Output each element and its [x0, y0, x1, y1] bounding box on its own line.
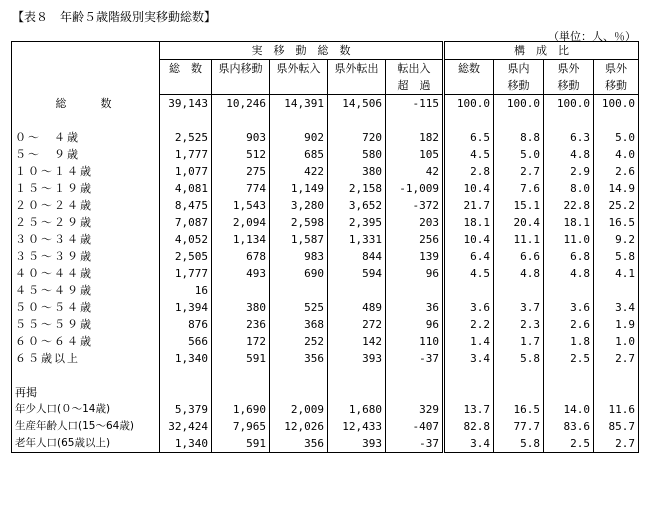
table-cell: 2.3	[494, 316, 544, 333]
table-cell: 3.6	[444, 299, 494, 316]
table-cell: 2.7	[594, 435, 639, 453]
table-cell: 1,340	[160, 350, 212, 367]
table-cell: 1,680	[328, 401, 386, 418]
row-label: ０～ ４歳	[12, 129, 160, 146]
table-cell: 690	[270, 265, 328, 282]
table-cell: 4.5	[444, 265, 494, 282]
table-cell: 22.8	[544, 197, 594, 214]
table-cell	[386, 112, 444, 129]
table-cell: 11.0	[544, 231, 594, 248]
header-comp-outflow-2: 移動	[594, 77, 639, 95]
table-cell: 2.2	[444, 316, 494, 333]
table-row	[12, 129, 639, 146]
table-cell	[494, 384, 544, 401]
row-label: ２５～２９歳	[12, 214, 160, 231]
table-row	[12, 248, 639, 265]
table-cell: 203	[419, 216, 440, 229]
header-group-composition: 構 成 比	[444, 42, 639, 60]
table-cell: 3.7	[494, 299, 544, 316]
table-cell: 356	[270, 435, 328, 453]
table-cell	[160, 384, 212, 401]
table-title: 【表８ 年齢５歳階級別実移動総数】	[12, 10, 217, 24]
table-cell: 142	[328, 333, 386, 350]
table-cell	[544, 112, 594, 129]
recap-label: 再掲	[12, 384, 160, 401]
table-row	[12, 350, 639, 367]
table-cell: 1,340	[160, 435, 212, 453]
table-cell: 10.4	[444, 180, 494, 197]
table-cell: 1,777	[160, 146, 212, 163]
table-cell: 25.2	[594, 197, 639, 214]
table-cell: 182	[419, 131, 440, 144]
table-cell: 591	[212, 435, 270, 453]
row-label: １０～１４歳	[12, 163, 160, 180]
table-cell: 256	[419, 233, 440, 246]
table-cell: 6.4	[444, 248, 494, 265]
table-body	[12, 95, 639, 453]
header-group-row	[12, 42, 639, 60]
table-cell	[328, 384, 386, 401]
table-cell: 2,525	[160, 129, 212, 146]
table-cell: 903	[212, 129, 270, 146]
table-cell	[386, 282, 444, 299]
table-cell: 1,331	[328, 231, 386, 248]
table-cell: 591	[212, 350, 270, 367]
table-cell: 844	[328, 248, 386, 265]
table-cell: 5,379	[160, 401, 212, 418]
table-cell: 876	[160, 316, 212, 333]
table-cell	[444, 112, 494, 129]
table-cell: 1.7	[494, 333, 544, 350]
table-cell: 6.3	[544, 129, 594, 146]
table-cell	[328, 367, 386, 384]
header-outflow: 県外転出	[328, 60, 386, 78]
header-corner	[12, 42, 160, 95]
table-cell: 172	[212, 333, 270, 350]
table-row	[12, 333, 639, 350]
header-comp-inflow-2: 移動	[544, 77, 594, 95]
table-cell: 15.1	[494, 197, 544, 214]
row-label: ２０～２４歳	[12, 197, 160, 214]
table-cell: 5.8	[594, 248, 639, 265]
table-cell: 96	[425, 267, 440, 280]
table-cell: -1,009	[399, 182, 440, 195]
table-cell: 356	[270, 350, 328, 367]
table-cell	[212, 112, 270, 129]
table-cell: 7,965	[212, 418, 270, 435]
table-cell: 1.8	[544, 333, 594, 350]
table-cell: 18.1	[544, 214, 594, 231]
table-row	[12, 418, 639, 435]
table-cell: 6.6	[494, 248, 544, 265]
table-cell: 678	[212, 248, 270, 265]
table-row	[12, 163, 639, 180]
table-cell: 983	[270, 248, 328, 265]
row-label: 生産年齢人口(15～64歳)	[12, 418, 160, 435]
table-cell: 489	[328, 299, 386, 316]
table-cell: -407	[412, 420, 440, 433]
table-cell: 4.8	[544, 265, 594, 282]
table-cell: 16	[160, 282, 212, 299]
table-row	[12, 146, 639, 163]
table-cell	[212, 384, 270, 401]
table-cell	[594, 384, 639, 401]
table-cell: 3.4	[444, 435, 494, 453]
header-blank-d	[328, 77, 386, 95]
table-cell: 16.5	[494, 401, 544, 418]
header-blank-e	[444, 77, 494, 95]
table-cell: 902	[270, 129, 328, 146]
table-cell: 3,280	[270, 197, 328, 214]
table-cell: 275	[212, 163, 270, 180]
table-cell: 39,143	[160, 95, 212, 113]
table-cell	[328, 282, 386, 299]
unit-label: （単位：人、％）	[548, 30, 636, 43]
table-cell: 3.6	[544, 299, 594, 316]
table-cell	[544, 367, 594, 384]
table-cell: 2.8	[444, 163, 494, 180]
table-cell: 720	[328, 129, 386, 146]
table-cell: 14,506	[328, 95, 386, 113]
table-cell: 2.6	[594, 163, 639, 180]
table-cell	[270, 384, 328, 401]
table-cell	[494, 282, 544, 299]
table-cell: 85.7	[594, 418, 639, 435]
table-cell: 8.0	[544, 180, 594, 197]
header-comp-intra-2: 移動	[494, 77, 544, 95]
table-cell: 5.8	[494, 350, 544, 367]
row-label: ５～ ９歳	[12, 146, 160, 163]
table-cell	[544, 282, 594, 299]
table-cell	[270, 112, 328, 129]
table-cell	[270, 367, 328, 384]
table-cell: 512	[212, 146, 270, 163]
table-cell: 96	[425, 318, 440, 331]
header-total: 総 数	[160, 60, 212, 78]
table-row	[12, 197, 639, 214]
row-label: ６５歳以上	[12, 350, 160, 367]
table-cell: 4,052	[160, 231, 212, 248]
table-cell: 252	[270, 333, 328, 350]
table-cell: 10.4	[444, 231, 494, 248]
table-cell: 4.1	[594, 265, 639, 282]
table-row	[12, 214, 639, 231]
table-cell	[212, 282, 270, 299]
header-intra: 県内移動	[212, 60, 270, 78]
table-cell: 2,009	[270, 401, 328, 418]
table-cell: 6.8	[544, 248, 594, 265]
table-cell: 393	[328, 435, 386, 453]
table-row	[12, 316, 639, 333]
row-label: ５０～５４歳	[12, 299, 160, 316]
table-cell: 1.9	[594, 316, 639, 333]
table-cell: 100.0	[444, 95, 494, 113]
table-cell: 14.9	[594, 180, 639, 197]
table-cell: 7,087	[160, 214, 212, 231]
table-cell: 21.7	[444, 197, 494, 214]
table-cell: 1,134	[212, 231, 270, 248]
table-cell: 393	[328, 350, 386, 367]
table-cell	[270, 282, 328, 299]
table-cell: 42	[425, 165, 440, 178]
table-cell: 2.5	[544, 350, 594, 367]
table-cell: 12,026	[270, 418, 328, 435]
spacer-row	[12, 367, 639, 384]
row-label: 総 数	[12, 95, 160, 113]
header-blank-a	[160, 77, 212, 95]
table-cell: 36	[425, 301, 440, 314]
table-cell: 77.7	[494, 418, 544, 435]
table-cell: 4.8	[494, 265, 544, 282]
row-label: ４０～４４歳	[12, 265, 160, 282]
recap-label-row	[12, 384, 639, 401]
header-blank-c	[270, 77, 328, 95]
table-cell: 1.4	[444, 333, 494, 350]
table-cell: 2.6	[544, 316, 594, 333]
table-cell: 3.4	[594, 299, 639, 316]
table-cell	[160, 112, 212, 129]
table-cell: 83.6	[544, 418, 594, 435]
table-row-total	[12, 95, 639, 113]
table-cell: 5.0	[494, 146, 544, 163]
table-cell: 2.5	[544, 435, 594, 453]
table-cell: 329	[419, 403, 440, 416]
table-cell	[494, 112, 544, 129]
table-cell: 14.0	[544, 401, 594, 418]
table-cell	[328, 112, 386, 129]
table-cell: 380	[212, 299, 270, 316]
table-cell: 7.6	[494, 180, 544, 197]
table-cell: 2,598	[270, 214, 328, 231]
table-cell: 5.0	[594, 129, 639, 146]
header-blank-b	[212, 77, 270, 95]
table-cell: 1,394	[160, 299, 212, 316]
table-cell: 8.8	[494, 129, 544, 146]
table-cell: 236	[212, 316, 270, 333]
table-cell: 139	[419, 250, 440, 263]
table-cell	[160, 367, 212, 384]
table-cell	[494, 367, 544, 384]
table-cell: 2,505	[160, 248, 212, 265]
table-cell: 12,433	[328, 418, 386, 435]
table-row	[12, 231, 639, 248]
table-cell: 566	[160, 333, 212, 350]
table-cell: -37	[419, 352, 440, 365]
row-label: ５５～５９歳	[12, 316, 160, 333]
table-cell: 493	[212, 265, 270, 282]
table-cell: 1,077	[160, 163, 212, 180]
row-label: 老年人口(65歳以上)	[12, 435, 160, 453]
table-cell: 380	[328, 163, 386, 180]
table-cell	[544, 384, 594, 401]
header-net-2: 超 過	[386, 77, 444, 95]
table-cell: 774	[212, 180, 270, 197]
table-cell: -37	[386, 435, 444, 453]
table-cell: 82.8	[444, 418, 494, 435]
table-cell: 100.0	[544, 95, 594, 113]
header-comp-outflow-1: 県外	[594, 60, 639, 78]
table-cell: 110	[419, 335, 440, 348]
table-cell: 100.0	[594, 95, 639, 113]
row-label	[12, 367, 160, 384]
table-cell: 685	[270, 146, 328, 163]
row-label: ６０～６４歳	[12, 333, 160, 350]
table-cell: 32,424	[160, 418, 212, 435]
table-cell: 272	[328, 316, 386, 333]
table-cell: 3,652	[328, 197, 386, 214]
row-label: 年少人口(０～14歳)	[12, 401, 160, 418]
table-cell	[444, 384, 494, 401]
table-cell	[594, 282, 639, 299]
table-cell: -115	[412, 97, 440, 110]
table-cell: 2,094	[212, 214, 270, 231]
header-net-1: 転出入	[397, 62, 431, 75]
row-label: １５～１９歳	[12, 180, 160, 197]
table-cell: 2.7	[494, 163, 544, 180]
table-cell: 2,158	[328, 180, 386, 197]
table-cell	[594, 367, 639, 384]
table-cell: 8,475	[160, 197, 212, 214]
table-cell: 105	[419, 148, 440, 161]
table-cell: 3.4	[444, 350, 494, 367]
row-label: ４５～４９歳	[12, 282, 160, 299]
row-label: ３５～３９歳	[12, 248, 160, 265]
table-cell: 2.9	[544, 163, 594, 180]
table-cell: 594	[328, 265, 386, 282]
table-cell	[444, 367, 494, 384]
table-cell	[444, 282, 494, 299]
table-cell: 525	[270, 299, 328, 316]
table-row	[12, 265, 639, 282]
header-comp-intra-1: 県内	[494, 60, 544, 78]
table-cell: 368	[270, 316, 328, 333]
table-row	[12, 299, 639, 316]
table-cell: 1,690	[212, 401, 270, 418]
table-cell: 14,391	[270, 95, 328, 113]
table-cell: 1,777	[160, 265, 212, 282]
table-cell: 422	[270, 163, 328, 180]
table-cell: 6.5	[444, 129, 494, 146]
table-cell: 20.4	[494, 214, 544, 231]
table-cell: 5.8	[494, 435, 544, 453]
header-comp-inflow-1: 県外	[544, 60, 594, 78]
header-group-migration: 実 移 動 総 数	[160, 42, 444, 60]
table-cell: 16.5	[594, 214, 639, 231]
table-cell: 13.7	[444, 401, 494, 418]
table-cell	[386, 384, 444, 401]
table-cell: 1,149	[270, 180, 328, 197]
table-cell: 1,587	[270, 231, 328, 248]
table-cell: 4.0	[594, 146, 639, 163]
table-cell	[386, 367, 444, 384]
table-cell: 2,395	[328, 214, 386, 231]
table-cell: 4.8	[544, 146, 594, 163]
row-label: ３０～３４歳	[12, 231, 160, 248]
table-cell	[594, 112, 639, 129]
header-inflow: 県外転入	[270, 60, 328, 78]
table-cell	[212, 367, 270, 384]
table-row	[12, 282, 639, 299]
table-cell: 100.0	[494, 95, 544, 113]
table-cell: 4.5	[444, 146, 494, 163]
table-cell: 9.2	[594, 231, 639, 248]
table-cell: -372	[412, 199, 440, 212]
table-cell: 4,081	[160, 180, 212, 197]
table-cell: 2.7	[594, 350, 639, 367]
table-row	[12, 180, 639, 197]
table-row	[12, 435, 639, 453]
table-cell: 580	[328, 146, 386, 163]
header-comp-total: 総数	[444, 60, 494, 78]
table-row	[12, 401, 639, 418]
spacer-row	[12, 112, 639, 129]
table-cell: 11.6	[594, 401, 639, 418]
row-label	[12, 112, 160, 129]
migration-table	[11, 41, 639, 453]
table-cell: 18.1	[444, 214, 494, 231]
table-cell: 10,246	[212, 95, 270, 113]
table-cell: 11.1	[494, 231, 544, 248]
table-cell: 1,543	[212, 197, 270, 214]
table-cell: 1.0	[594, 333, 639, 350]
